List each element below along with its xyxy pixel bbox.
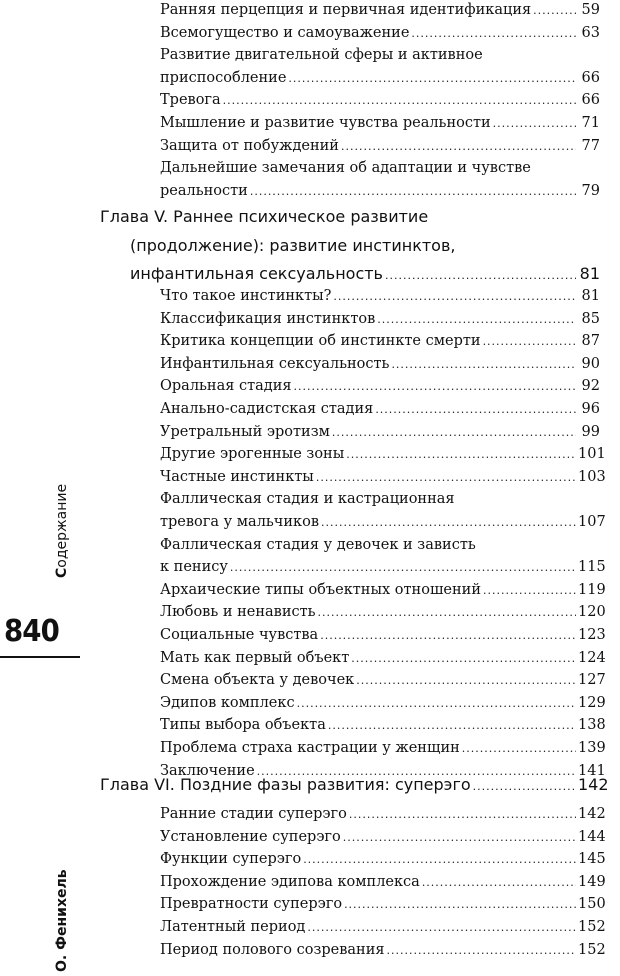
toc-entry	[100, 941, 606, 965]
toc-entry-line	[100, 896, 606, 919]
toc-page-number: 152	[578, 919, 606, 935]
dot-leader	[316, 471, 576, 484]
dot-leader	[351, 652, 576, 665]
toc-entry-line	[100, 356, 600, 379]
toc-page-number: 71	[581, 115, 600, 131]
toc-entry-line	[100, 183, 600, 206]
toc-entry-title: Уретральный эротизм	[160, 423, 330, 440]
toc-entry	[100, 604, 606, 627]
toc-chapter	[100, 775, 609, 803]
toc-entry	[100, 288, 600, 311]
dot-leader	[387, 944, 576, 957]
toc-entry-title: инфантильная сексуальность	[130, 264, 383, 283]
dot-leader	[230, 561, 576, 574]
toc-entry-title: Латентный период	[160, 919, 306, 935]
toc-entry	[100, 581, 606, 605]
toc-entry-line	[100, 288, 600, 311]
page-number: 840	[4, 614, 59, 649]
toc-page-number: 152	[578, 941, 606, 958]
toc-entry-line	[100, 47, 600, 70]
toc-page-number: 81	[581, 288, 600, 304]
toc-entry-title: Социальные чувства	[160, 627, 319, 643]
toc-entry-line	[100, 627, 606, 650]
toc-entry	[100, 694, 606, 718]
toc-entry-line	[100, 559, 606, 582]
toc-entry-title: Заключение	[160, 762, 255, 779]
toc-page-number: 99	[581, 423, 600, 440]
toc-page-number: 142	[578, 806, 606, 822]
toc-page-number: 66	[581, 92, 600, 109]
section-running-head	[54, 484, 70, 578]
toc-entry	[100, 160, 600, 205]
toc-page-number: 129	[578, 694, 606, 711]
toc-entry-title: Оральная стадия	[160, 378, 292, 395]
toc-entry-title: Классификация инстинктов	[160, 310, 376, 327]
toc-entry-title: Прохождение эдипова комплекса	[160, 873, 420, 890]
dot-leader	[462, 742, 576, 755]
dot-leader	[320, 629, 576, 642]
toc-entry-title: приспособление	[160, 69, 287, 86]
toc-page-number: 115	[578, 559, 606, 576]
toc-entry	[100, 491, 606, 536]
toc-entry	[100, 115, 600, 138]
toc-entry	[100, 717, 606, 740]
page-number-rule	[0, 656, 80, 658]
dot-leader	[321, 516, 576, 529]
toc-entry-line	[100, 424, 600, 447]
toc-entry-title: Функции суперэго	[160, 851, 302, 868]
toc-entry-title: Защита от побуждений	[160, 137, 339, 154]
dot-leader	[250, 185, 576, 198]
toc-entry	[100, 828, 606, 852]
toc-entry-title: Установление суперэго	[160, 828, 341, 845]
toc-entry-line	[100, 160, 600, 183]
toc-entry	[100, 401, 600, 424]
toc-entry	[100, 873, 606, 897]
toc-page-number: 127	[578, 672, 606, 689]
toc-page-number: 138	[578, 717, 606, 734]
toc-entry-line	[100, 378, 600, 401]
toc-entry-line	[100, 236, 600, 265]
toc-entry	[100, 740, 606, 763]
toc-entry	[100, 672, 606, 695]
dot-leader	[333, 290, 576, 303]
dot-leader	[328, 719, 576, 732]
toc-entry-title: Ранние стадии суперэго	[160, 806, 347, 822]
toc-entry-line	[100, 806, 606, 829]
toc-entry-title: Проблема страха кастрации у женщин	[160, 740, 460, 756]
toc-entry-title: Фаллическая стадия у девочек и зависть	[160, 536, 476, 553]
toc-entry	[100, 311, 600, 334]
toc-entry-line	[100, 740, 606, 763]
toc-entry-line	[100, 513, 606, 537]
toc-entry-title: реальности	[160, 182, 248, 199]
dot-leader	[344, 898, 576, 911]
toc-page-number: 124	[578, 649, 606, 666]
toc-entry-line	[100, 491, 600, 514]
toc-entry-title: Частные инстинкты	[160, 468, 314, 485]
toc-page-number: 141	[578, 762, 606, 779]
toc-entry-line	[100, 70, 600, 93]
toc-page-number: 150	[578, 896, 606, 913]
toc-entry	[100, 446, 606, 469]
toc-entry	[100, 919, 606, 942]
toc-entry	[100, 649, 606, 673]
toc-entry-title: Глава VI. Поздние фазы развития: суперэго	[100, 775, 471, 794]
toc-page-number: 87	[581, 333, 600, 350]
toc-entry-title: Фаллическая стадия и кастрационная	[160, 491, 455, 508]
toc-entry-title: Всемогущество и самоуважение	[160, 24, 410, 41]
dot-leader	[483, 335, 576, 348]
toc-entry	[100, 333, 600, 356]
toc-entry	[100, 424, 600, 447]
toc-entry-title: Смена объекта у девочек	[160, 672, 355, 689]
dot-leader	[341, 140, 576, 153]
toc-entry-title: Эдипов комплекс	[160, 694, 295, 711]
toc-entry-title: Ранняя перцепция и первичная идентификация	[160, 2, 532, 18]
dot-leader	[483, 584, 576, 597]
toc-entry-line	[100, 468, 606, 492]
toc-entry-title: Другие эрогенные зоны	[160, 446, 345, 463]
toc-entry	[100, 25, 600, 48]
toc-entry	[100, 356, 600, 379]
toc-page-number: 145	[578, 851, 606, 868]
dot-leader	[307, 921, 576, 934]
dot-leader	[422, 876, 576, 889]
toc-entry-title: тревога у мальчиков	[160, 513, 320, 530]
toc-entry-title: Анально-садистская стадия	[160, 401, 374, 417]
toc-page-number: 77	[581, 137, 600, 154]
dot-leader	[303, 853, 576, 866]
toc-entry-title: Превратности суперэго	[160, 896, 343, 913]
dot-leader	[349, 808, 576, 821]
dot-leader	[288, 72, 576, 85]
toc-entry-line	[100, 919, 606, 942]
toc-entry-title: Дальнейшие замечания об адаптации и чувстве	[160, 160, 531, 177]
toc-entry-line	[100, 941, 606, 965]
toc-entry-title: Архаические типы объектных отношений	[160, 581, 481, 598]
toc-entry-line	[100, 717, 606, 740]
dot-leader	[533, 4, 576, 17]
toc-page-number: 144	[578, 828, 606, 845]
toc-entry-line	[100, 828, 606, 852]
toc-entry	[100, 627, 606, 650]
dot-leader	[343, 831, 576, 844]
toc-entry	[100, 851, 606, 874]
section-running-head-initial: С	[54, 567, 70, 578]
toc-entry-line	[100, 207, 600, 236]
dot-leader	[411, 27, 576, 40]
toc-entry-line	[100, 851, 606, 874]
dot-leader	[391, 358, 576, 371]
dot-leader	[318, 606, 576, 619]
toc-entry-title: Типы выбора объекта	[160, 717, 326, 734]
toc-page-number: 103	[578, 468, 606, 485]
toc-page-number: 92	[581, 378, 600, 395]
toc-entry-line	[100, 401, 600, 424]
toc-entry-title: Мать как первый объект	[160, 649, 350, 666]
dot-leader	[223, 94, 576, 107]
toc-entry-line	[100, 25, 600, 48]
toc-page-number: 59	[581, 2, 600, 18]
toc-entry-line	[100, 873, 606, 897]
toc-entry-line	[100, 775, 609, 803]
toc-entry	[100, 468, 606, 492]
toc-entry-line	[100, 2, 600, 25]
toc-entry-line	[100, 333, 600, 356]
toc-page-number: 90	[581, 355, 600, 372]
dot-leader	[385, 269, 576, 282]
toc-entry-line	[100, 672, 606, 695]
toc-entry-title: Развитие двигательной сферы и активное	[160, 47, 483, 64]
toc-entry-title: Мышление и развитие чувства реальности	[160, 115, 491, 131]
toc-entry-title: Критика концепции об инстинкте смерти	[160, 333, 481, 350]
toc-entry-title: Тревога	[160, 92, 221, 109]
toc-entry-title: (продолжение): развитие инстинктов,	[130, 235, 456, 255]
author-running-head: О. Фенихель	[54, 869, 70, 972]
toc-page-number: 142	[578, 775, 609, 794]
toc-entry-title: Любовь и ненависть	[160, 604, 316, 621]
toc-page-number: 96	[581, 401, 600, 417]
toc-entry-line	[100, 649, 606, 673]
toc-entry	[100, 138, 600, 161]
toc-page-number: 123	[578, 627, 606, 643]
toc-entry-title: Глава V. Раннее психическое развитие	[100, 207, 429, 226]
toc-entry-line	[100, 537, 600, 560]
section-running-head-rest: одержание	[54, 483, 70, 568]
toc-entry-line	[100, 694, 606, 718]
toc-page-number: 107	[578, 513, 606, 530]
toc-entry-line	[100, 138, 600, 161]
toc-entry-line	[100, 115, 600, 138]
toc-entry-title: Что такое инстинкты?	[160, 288, 332, 304]
dot-leader	[356, 674, 576, 687]
toc-page-number: 63	[581, 24, 600, 41]
toc-entry	[100, 378, 600, 401]
toc-entry	[100, 536, 606, 582]
toc-page-number: 149	[578, 873, 606, 890]
dot-leader	[493, 117, 576, 130]
dot-leader	[294, 380, 576, 393]
toc-entry-title: Период полового созревания	[160, 941, 385, 958]
toc-page-number: 79	[581, 182, 600, 199]
toc-entry-line	[100, 92, 600, 115]
dot-leader	[332, 426, 576, 439]
toc-entry-line	[100, 311, 600, 334]
dot-leader	[346, 448, 576, 461]
dot-leader	[473, 780, 576, 793]
toc-entry-title: к пенису	[160, 559, 228, 576]
dot-leader	[377, 313, 576, 326]
toc-entry-line	[100, 446, 606, 469]
page-margin	[0, 0, 96, 976]
toc-entry	[100, 896, 606, 919]
toc-entry-title: Инфантильная сексуальность	[160, 355, 390, 372]
toc-entry	[100, 92, 600, 115]
toc-page-number: 119	[578, 581, 606, 598]
dot-leader	[297, 697, 576, 710]
toc-entry	[100, 47, 600, 92]
toc-page-number: 139	[578, 740, 606, 756]
toc-page-number: 85	[581, 310, 600, 327]
toc-entry-line	[100, 604, 606, 627]
toc-entry	[100, 806, 606, 829]
dot-leader	[375, 403, 576, 416]
toc-entry	[100, 2, 600, 25]
toc-page-number: 81	[579, 264, 600, 283]
toc-page-number: 66	[581, 69, 600, 86]
toc-entry-line	[100, 581, 606, 605]
toc-chapter	[100, 207, 600, 293]
toc-page-number: 120	[578, 604, 606, 621]
toc-page-number: 101	[578, 446, 606, 463]
